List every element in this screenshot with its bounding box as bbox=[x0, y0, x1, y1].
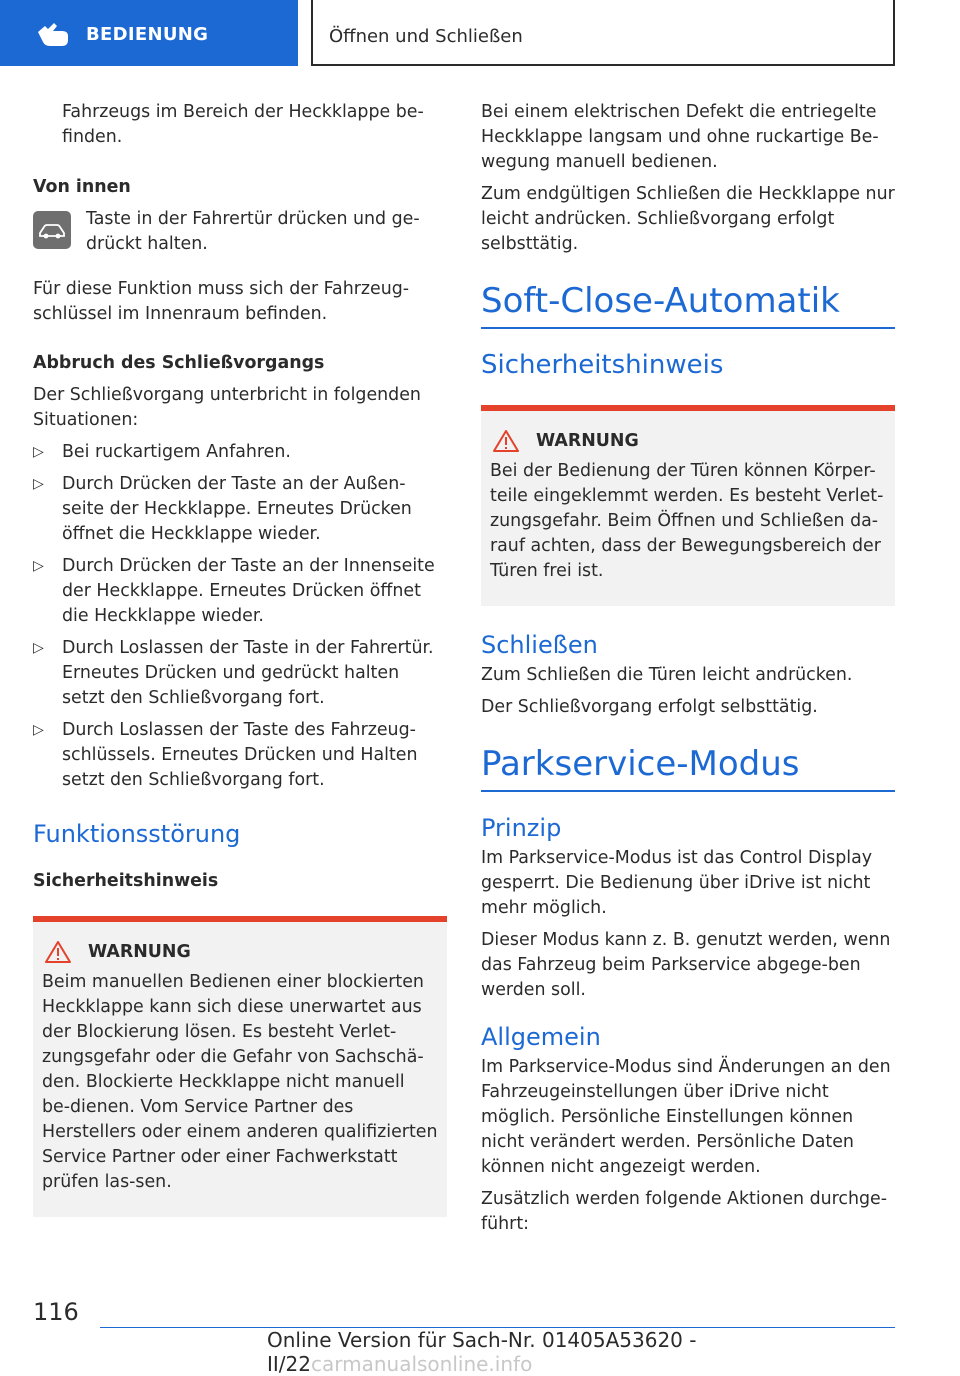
hand-pointer-icon bbox=[36, 22, 70, 48]
prinzip-text-1: Im Parkservice-Modus ist das Control Display gesperrt. Die Bedienung über iDrive ist nicht mehr möglich. bbox=[481, 848, 873, 918]
list-item: ▷ Bei ruckartigem Anfahren. bbox=[33, 440, 447, 465]
von-innen-heading: Von innen bbox=[33, 177, 131, 197]
schliessen-heading: Schließen bbox=[481, 631, 598, 659]
abbruch-list bbox=[33, 440, 447, 793]
title-rule bbox=[481, 327, 895, 329]
parkservice-title: Parkservice-Modus bbox=[481, 744, 800, 784]
online-version-text: Online Version für Sach-Nr. 01405A53620 - II/22 bbox=[267, 1328, 697, 1376]
list-item: ▷ Durch Drücken der Taste an der Außen-seite der Heckklappe. Erneutes Drücken öffnet die Heckklappe wieder. bbox=[33, 474, 412, 544]
watermark: carmanualsonline.info bbox=[310, 1352, 533, 1376]
allgemein-text-1: Im Parkservice-Modus sind Änderungen an den Fahrzeugeinstellungen über iDrive nicht möglich. Persönliche Einstellungen können nicht verändert werden. Persönliche Daten können nicht angezeigt werden. bbox=[481, 1057, 891, 1177]
triangle-bullet-icon: ▷ bbox=[33, 476, 44, 492]
car-key-button-icon bbox=[33, 211, 71, 249]
schliessen-text-2: Der Schließvorgang erfolgt selbsttätig. bbox=[481, 697, 818, 717]
header-chapter-box bbox=[311, 0, 895, 66]
warning-text: Beim manuellen Bedienen einer blockierten Heckklappe kann sich diese unerwartet aus der Blockierung lösen. Es besteht Verlet-zungsgefahr oder die Gefahr von Sachschä-den. Blockierte Heckklappe nicht manuell be-dienen. Vom Service Partner des Herstellers oder einem anderen qualifizierten Service Partner oder einer Fachwerkstatt prüfen las-sen. bbox=[42, 972, 438, 1192]
sicherheitshinweis-label: Sicherheitshinweis bbox=[33, 871, 219, 891]
schliessen-heckklappe-paragraph: Zum endgültigen Schließen die Heckklappe nur leicht andrücken. Schließvorgang erfolgt selbsttätig. bbox=[481, 184, 895, 254]
warning-header bbox=[42, 940, 438, 964]
intro-paragraph: Fahrzeugs im Bereich der Heckklappe be-finden. bbox=[62, 102, 424, 147]
triangle-bullet-icon: ▷ bbox=[33, 558, 44, 574]
list-item: ▷ Durch Loslassen der Taste des Fahrzeug-schlüssels. Erneutes Drücken und Halten setzt den Schließvorgang fort. bbox=[33, 720, 418, 790]
title-rule bbox=[481, 790, 895, 792]
von-innen-note: Für diese Funktion muss sich der Fahrzeug-schlüssel im Innenraum befinden. bbox=[33, 279, 410, 324]
softclose-title: Soft-Close-Automatik bbox=[481, 281, 840, 321]
triangle-bullet-icon: ▷ bbox=[33, 640, 44, 656]
list-item: ▷ Durch Drücken der Taste an der Innenseite der Heckklappe. Erneutes Drücken öffnet die Heckklappe wieder. bbox=[33, 556, 435, 626]
warning-header bbox=[490, 429, 886, 453]
warning-text: Bei der Bedienung der Türen können Körper-teile eingeklemmt werden. Es besteht Verlet-zungsgefahr. Beim Öffnen und Schließen da-rauf achten, dass der Bewegungsbereich der Türen frei ist. bbox=[490, 461, 884, 581]
section-title: BEDIENUNG bbox=[86, 24, 209, 45]
left-column bbox=[33, 100, 447, 1217]
warning-triangle-icon bbox=[44, 940, 72, 964]
right-column bbox=[481, 100, 895, 1237]
warning-title: WARNUNG bbox=[536, 431, 639, 451]
list-item: ▷ Durch Loslassen der Taste in der Fahrertür. Erneutes Drücken und gedrückt halten setzt den Schließvorgang fort. bbox=[33, 638, 434, 708]
warning-triangle-icon bbox=[492, 429, 520, 453]
von-innen-text: Taste in der Fahrertür drücken und ge-drückt halten. bbox=[86, 209, 420, 254]
page-number: 116 bbox=[33, 1298, 79, 1326]
allgemein-text-2: Zusätzlich werden folgende Aktionen durchge-führt: bbox=[481, 1189, 888, 1234]
allgemein-heading: Allgemein bbox=[481, 1023, 601, 1051]
chapter-title: Öffnen und Schließen bbox=[329, 26, 523, 47]
abbruch-heading: Abbruch des Schließvorgangs bbox=[33, 353, 325, 373]
prinzip-heading: Prinzip bbox=[481, 814, 562, 842]
warning-title: WARNUNG bbox=[88, 942, 191, 962]
warning-box bbox=[33, 916, 447, 1217]
schliessen-text-1: Zum Schließen die Türen leicht andrücken. bbox=[481, 665, 853, 685]
von-innen-row bbox=[33, 207, 447, 257]
defekt-paragraph: Bei einem elektrischen Defekt die entriegelte Heckklappe langsam und ohne ruckartige Be-wegung manuell bedienen. bbox=[481, 102, 879, 172]
warning-box bbox=[481, 405, 895, 606]
sicherheitshinweis-heading: Sicherheitshinweis bbox=[481, 350, 724, 380]
abbruch-text: Der Schließvorgang unterbricht in folgenden Situationen: bbox=[33, 385, 421, 430]
header-section-tab bbox=[0, 0, 298, 66]
footer-online-version bbox=[267, 1328, 960, 1376]
funktionsstoerung-heading: Funktionsstörung bbox=[33, 820, 241, 848]
triangle-bullet-icon: ▷ bbox=[33, 444, 44, 460]
prinzip-text-2: Dieser Modus kann z. B. genutzt werden, wenn das Fahrzeug beim Parkservice abgege-ben werden soll. bbox=[481, 930, 891, 1000]
triangle-bullet-icon: ▷ bbox=[33, 722, 44, 738]
